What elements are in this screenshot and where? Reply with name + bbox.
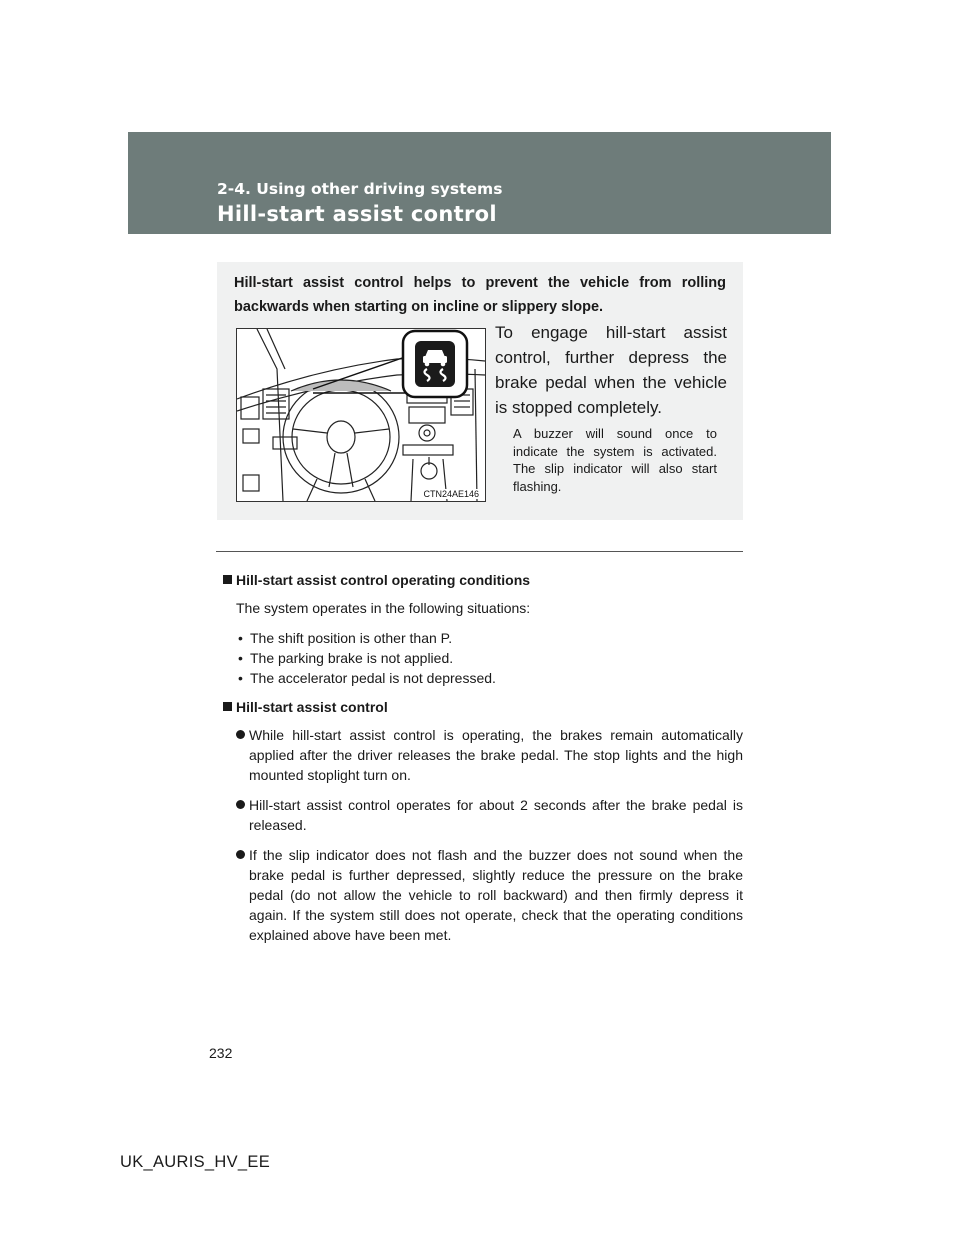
instruction-text: To engage hill-start assist control, further depress the brake pedal when the vehicle is stopped completely. bbox=[495, 323, 727, 417]
slip-indicator-icon bbox=[403, 331, 467, 397]
section-heading-operating-conditions: Hill-start assist control operating conditions bbox=[223, 570, 743, 590]
intro-summary: Hill-start assist control helps to prevent the vehicle from rolling backwards when starting on incline or slippery slope. bbox=[234, 275, 726, 315]
list-item: • The accelerator pedal is not depressed. bbox=[238, 670, 496, 686]
square-bullet-icon bbox=[223, 575, 232, 584]
list-item: If the slip indicator does not flash and the buzzer does not sound when the brake pedal is further depressed, slightly reduce the pressure on the brake pedal (do not allow the vehicle to roll backward) and then firmly depress it again. If the system still does not operate, check that the operating conditions explained above have been met. bbox=[236, 845, 743, 945]
list-item: Hill-start assist control operates for about 2 seconds after the brake pedal is released. bbox=[236, 795, 743, 835]
dot-bullet-icon: • bbox=[238, 670, 243, 686]
section-heading-hill-start: Hill-start assist control bbox=[223, 697, 743, 717]
list-item: While hill-start assist control is operating, the brakes remain automatically applied after the driver releases the brake pedal. The stop lights and the high mounted stoplight turn on. bbox=[236, 725, 743, 785]
circle-bullet-icon bbox=[236, 800, 245, 809]
divider bbox=[216, 551, 743, 552]
list-item: • The parking brake is not applied. bbox=[238, 650, 454, 666]
intro-box bbox=[217, 262, 743, 520]
list-item: • The shift position is other than P. bbox=[238, 630, 453, 646]
section-text: The system operates in the following situations: bbox=[236, 600, 531, 616]
circle-bullet-icon bbox=[236, 730, 245, 739]
chapter-header bbox=[128, 132, 831, 234]
dot-bullet-icon: • bbox=[238, 650, 243, 666]
dashboard-drawing bbox=[237, 329, 485, 501]
note-text: A buzzer will sound once to indicate the system is activated. The slip indicator will also start flashing. bbox=[513, 426, 717, 494]
dot-bullet-icon: • bbox=[238, 630, 243, 646]
circle-bullet-icon bbox=[236, 850, 245, 859]
conditions-list bbox=[236, 628, 743, 688]
page-title: Hill-start assist control bbox=[217, 202, 497, 226]
document-code: UK_AURIS_HV_EE bbox=[120, 1153, 271, 1171]
figure-code: CTN24AE146 bbox=[423, 489, 479, 499]
square-bullet-icon bbox=[223, 702, 232, 711]
dashboard-illustration bbox=[236, 328, 486, 502]
section-label: 2-4. Using other driving systems bbox=[217, 180, 503, 198]
page-number: 232 bbox=[209, 1045, 233, 1061]
content bbox=[223, 570, 743, 955]
